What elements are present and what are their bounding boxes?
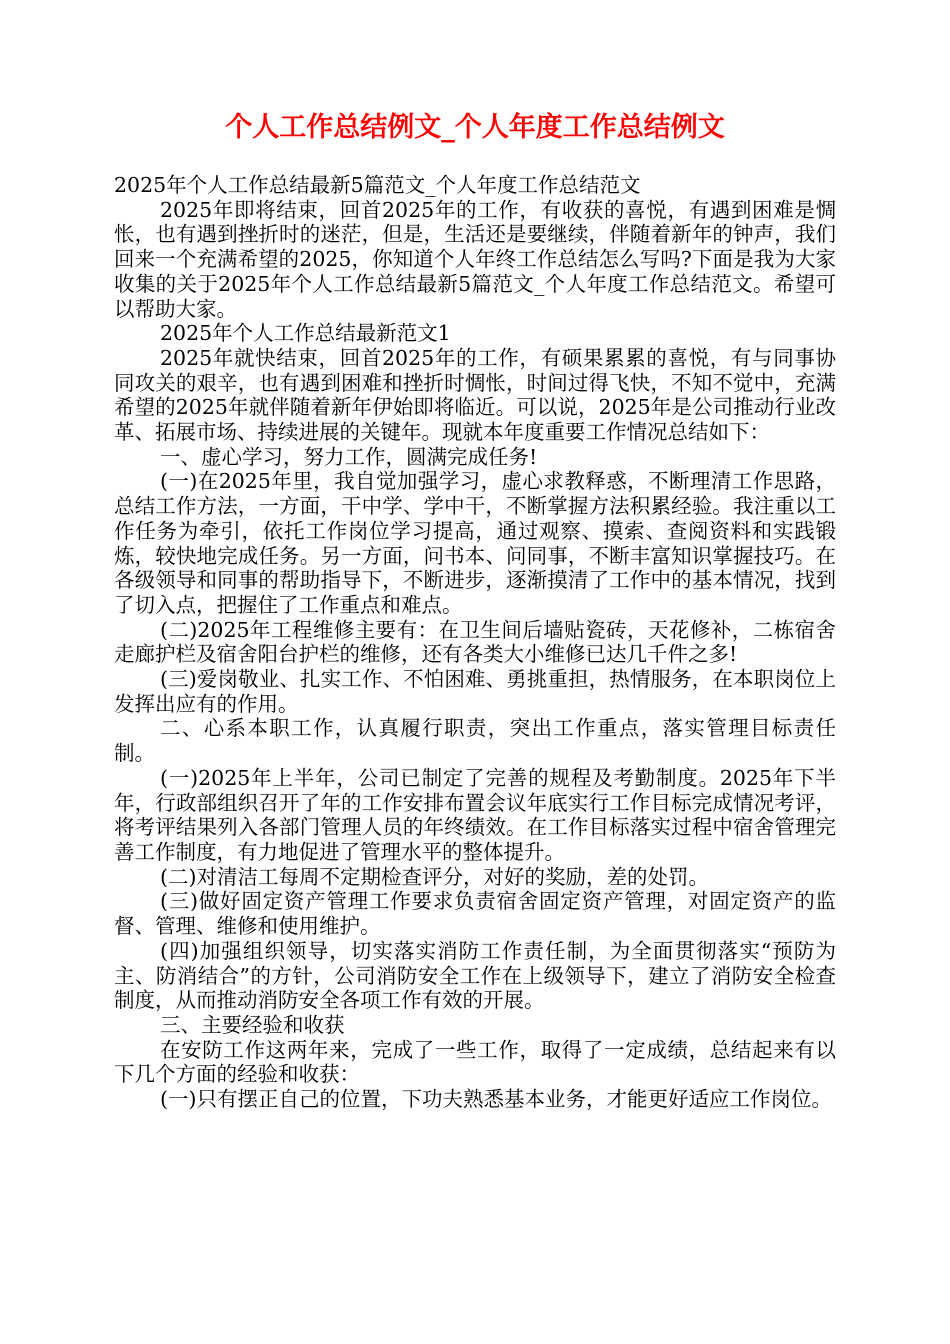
paragraph: (三)爱岗敬业、扎实工作、不怕困难、勇挑重担，热情服务，在本职岗位上发挥出应有的作用。 [114,667,836,716]
paragraph: (一)在2025年里，我自觉加强学习，虚心求教释惑，不断理清工作思路，总结工作方法，一方面，干中学、学中干，不断掌握方法积累经验。我注重以工作任务为牵引，依托工作岗位学习提高，通过观察、摸索、查阅资料和实践锻炼，较快地完成任务。另一方面，问书本、问同事，不断丰富知识掌握技巧。在各级领导和同事的帮助指导下，不断进步，逐渐摸清了工作中的基本情况，找到了切入点，把握住了工作重点和难点。 [114,469,836,617]
section-heading-2: 二、心系本职工作，认真履行职责，突出工作重点，落实管理目标责任制。 [114,716,836,766]
paragraph: (一)2025年上半年，公司已制定了完善的规程及考勤制度。2025年下半年，行政部组织召开了年的工作安排布置会议年底实行工作目标完成情况考评，将考评结果列入各部门管理人员的年终绩效。在工作目标落实过程中宿舍管理完善工作制度，有力地促进了管理水平的整体提升。 [114,765,836,864]
document-subtitle: 2025年个人工作总结最新5篇范文_个人年度工作总结范文 [114,173,641,197]
paragraph: (二)2025年工程维修主要有：在卫生间后墙贴瓷砖，天花修补，二栋宿舍走廊护栏及宿舍阳台护栏的维修，还有各类大小维修已达几千件之多! [114,617,836,667]
paragraph: (三)做好固定资产管理工作要求负责宿舍固定资产管理，对固定资产的监督、管理、维修和使用维护。 [114,889,836,939]
paragraph: (一)只有摆正自己的位置，下功夫熟悉基本业务，才能更好适应工作岗位。 [160,1087,832,1112]
section-heading-sample-1: 2025年个人工作总结最新范文1 [160,321,451,346]
intro-paragraph: 2025年即将结束，回首2025年的工作，有收获的喜悦，有遇到困难是惆怅，也有遇到挫折时的迷茫，但是，生活还是要继续，伴随着新年的钟声，我们回来一个充满希望的2025，你知道个人年终工作总结怎么写吗?下面是我为大家收集的关于2025年个人工作总结最新5篇范文_个人年度工作总结范文。希望可以帮助大家。 [114,197,836,321]
paragraph: (二)对清洁工每周不定期检查评分，对好的奖励，差的处罚。 [160,864,709,889]
document-body [114,173,836,1112]
document-title: 个人工作总结例文_个人年度工作总结例文 [225,112,725,143]
paragraph: (四)加强组织领导，切实落实消防工作责任制，为全面贯彻落实“预防为主、防消结合”的方针，公司消防安全工作在上级领导下，建立了消防安全检查制度，从而推动消防安全各项工作有效的开展。 [114,938,836,1013]
section-heading-1: 一、虚心学习，努力工作，圆满完成任务! [160,444,538,469]
paragraph: 2025年就快结束，回首2025年的工作，有硕果累累的喜悦，有与同事协同攻关的艰辛，也有遇到困难和挫折时惆怅，时间过得飞快，不知不觉中，充满希望的2025年就伴随着新年伊始即将临近。可以说，2025年是公司推动行业改革、拓展市场、持续进展的关键年。现就本年度重要工作情况总结如下： [114,345,836,445]
section-heading-3: 三、主要经验和收获 [160,1012,345,1037]
paragraph: 在安防工作这两年来，完成了一些工作，取得了一定成绩，总结起来有以下几个方面的经验和收获： [114,1037,836,1087]
